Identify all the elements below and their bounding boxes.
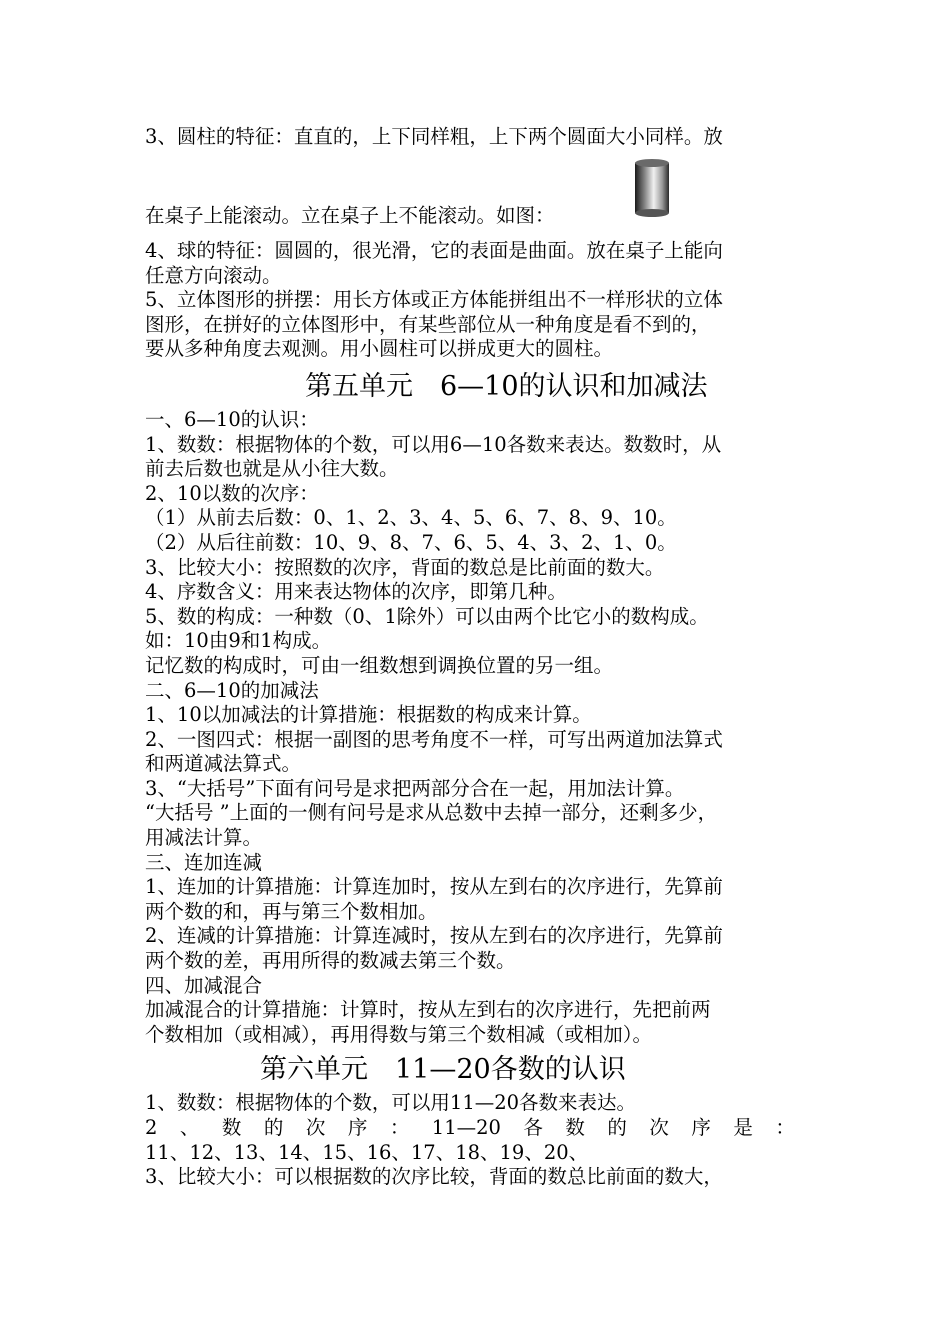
unit5-line: 1、连加的计算措施：计算连加时，按从左到右的次序进行，先算前 (145, 875, 723, 899)
unit5-line: （2）从后往前数：10、9、8、7、6、5、4、3、2、1、0。 (145, 530, 677, 554)
unit5-line: 四、加减混合 (145, 973, 263, 997)
unit6-line-3: 3、比较大小：可以根据数的次序比较，背面的数总比前面的数大， (145, 1165, 723, 1189)
unit5-line: 记忆数的构成时，可由一组数想到调换位置的另一组。 (145, 653, 614, 677)
ball-line-2: 任意方向滚动。 (145, 263, 282, 287)
unit5-line: 2、一图四式：根据一副图的思考角度不一样，可写出两道加法算式 (145, 727, 723, 751)
unit5-title: 第五单元 6—10的认识和加减法 (305, 370, 708, 402)
spread-char: 是 (733, 1116, 753, 1139)
spread-char: 数 (565, 1116, 585, 1139)
spread-char: 的 (607, 1116, 627, 1139)
spread-char: 序 (347, 1116, 368, 1139)
spread-char: ： (389, 1116, 410, 1139)
unit5-line: 2、连减的计算措施：计算连减时，按从左到右的次序进行，先算前 (145, 924, 723, 948)
unit6-title: 第六单元 11—20各数的认识 (260, 1054, 626, 1086)
unit6-line-1: 1、数数：根据物体的个数，可以用11—20各数来表达。 (145, 1091, 637, 1115)
spread-char: ： (775, 1116, 795, 1139)
unit5-line: 1、10以加减法的计算措施：根据数的构成来计算。 (145, 703, 592, 727)
document-page (145, 118, 815, 1190)
unit5-line: 5、数的构成：一种数（0、1除外）可以由两个比它小的数构成。 (145, 604, 709, 628)
unit5-line: 3、“大括号”下面有问号是求把两部分合在一起，用加法计算。 (145, 776, 685, 800)
cylinder-paragraph (145, 118, 815, 227)
assembly-line-1: 5、立体图形的拼摆：用长方体或正方体能拼组出不一样形状的立体 (145, 288, 723, 312)
unit5-line: 2、10以数的次序： (145, 481, 319, 505)
ball-line-1: 4、球的特征：圆圆的，很光滑，它的表面是曲面。放在桌子上能向 (145, 239, 723, 262)
unit5-line: 三、连加连减 (145, 850, 263, 874)
unit5-line: 和两道减法算式。 (145, 752, 302, 776)
unit5-line: 加减混合的计算措施：计算时，按从左到右的次序进行，先把前两 (145, 998, 711, 1022)
unit5-line: 4、序数含义：用来表达物体的次序，即第几种。 (145, 580, 567, 604)
unit5-line: 用减法计算。 (145, 826, 263, 850)
unit6-order-heading (145, 1116, 795, 1141)
unit6-order-numbers: 11、12、13、14、15、16、17、18、19、20、 (145, 1140, 589, 1164)
unit5-line: 一、6—10的认识： (145, 407, 319, 431)
unit5-line: （1）从前去后数：0、1、2、3、4、5、6、7、8、9、10。 (145, 506, 677, 530)
unit5-line: 如：10由9和1构成。 (145, 629, 332, 653)
spread-char: 次 (305, 1116, 326, 1139)
unit5-body (145, 408, 815, 1047)
cylinder-text-line-1: 3、圆柱的特征：直直的，上下同样粗，上下两个圆面大小同样。放 (145, 125, 723, 148)
unit5-line: 两个数的差，再用所得的数减去第三个数。 (145, 949, 516, 973)
spread-char: 11—20 (431, 1116, 501, 1139)
unit5-line: 个数相加（或相减），再用得数与第三个数相减（或相加）。 (145, 1022, 653, 1046)
cylinder-image (632, 158, 672, 218)
assembly-line-2: 图形，在拼好的立体图形中，有某些部位从一种角度是看不到的， (145, 312, 711, 336)
assembly-line-3: 要从多种角度去观测。用小圆柱可以拼成更大的圆柱。 (145, 337, 614, 361)
unit5-line: 二、6—10的加减法 (145, 678, 319, 702)
unit5-line: 1、数数：根据物体的个数，可以用6—10各数来表达。数数时，从 (145, 432, 722, 456)
spread-char: 2 (145, 1116, 158, 1139)
spread-char: 各 (523, 1116, 543, 1139)
spread-char: 数 (221, 1116, 242, 1139)
spread-char: 序 (691, 1116, 711, 1139)
spread-char: 、 (179, 1116, 200, 1139)
cylinder-text-line-2: 在桌子上能滚动。立在桌子上不能滚动。如图： (145, 204, 555, 227)
unit5-line: 3、比较大小：按照数的次序，背面的数总是比前面的数大。 (145, 555, 665, 579)
unit5-line: 前去后数也就是从小往大数。 (145, 457, 399, 481)
spread-char: 次 (649, 1116, 669, 1139)
unit5-line: 两个数的和，再与第三个数相加。 (145, 899, 438, 923)
unit5-line: “大括号 ”上面的一侧有问号是求从总数中去掉一部分，还剩多少， (145, 801, 718, 825)
spread-char: 的 (263, 1116, 284, 1139)
